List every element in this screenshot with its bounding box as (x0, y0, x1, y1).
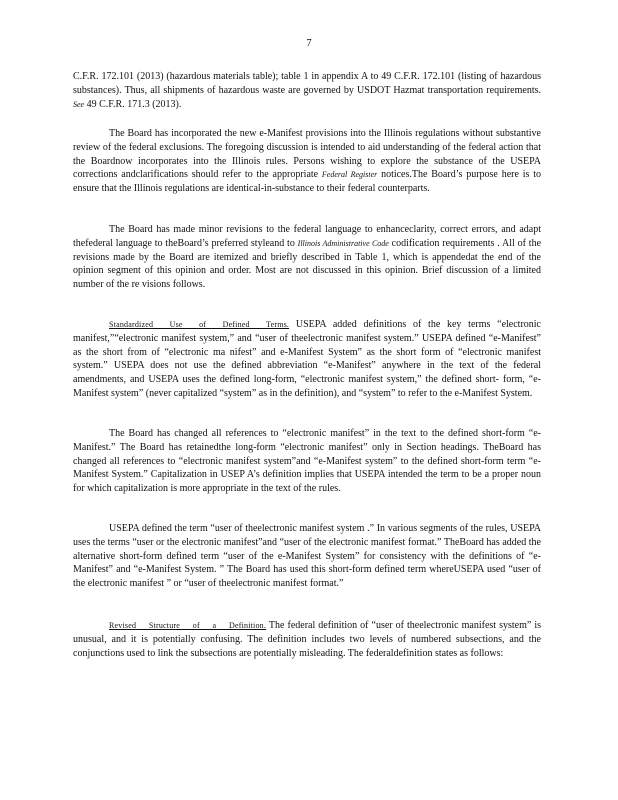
page-number: 7 (306, 38, 312, 49)
paragraph-minor-revisions (73, 223, 541, 292)
paragraph-text-end: codification requirements . All of the revisions made by the Board are itemized and briefly described in Table 1, which is appendedat the end of the opinion segment of this opinion and order. Most are not discussed in this opinion. Brief discussion of a limited number of the re visions follows. (73, 237, 542, 291)
section-heading-defined-terms: Standardized Use of Defined Terms. (109, 320, 290, 329)
federal-register-title: Federal Register (321, 170, 378, 180)
paragraph-text: USEPA added definitions of the key terms “electronic manifest,”“electronic manifest system,” and “user of theelectronic manifest system.” USEPA defined “e-Manifest” as the short from of “electronic ma nifest” and e-Manifest System” as the short form of “electronic manifest system.” USEPA does not use the defined abbreviation “e-Manifest” anywhere in the text of the federal amendments, and USEPA uses the defined long-form, “electronic manifest system,” the defined short- form, “e-Manifest system” (never capitalized “system” as in the definition), and “system” to refer to the e-Manifest System. (73, 319, 541, 399)
paragraph-board-changes (73, 427, 541, 496)
paragraph-incorporation (73, 127, 541, 196)
paragraph-cfr-citation (73, 70, 541, 111)
paragraph-text: The Board has incorporated the new e-Manifest provisions into the Illinois regulations without substantive review of the federal exclusions. The foregoing discussion is intended to aid understanding of the federal action that the Boardnow incorporates into the Illinois rules. Persons wishing to explore the substance of the USEPA corrections andclarifications should refer to the appropriate (73, 128, 541, 181)
see-signal: See (73, 99, 85, 109)
paragraph-defined-terms (73, 318, 541, 401)
paragraph-text: The federal definition of “user of theelectronic manifest system” is unusual, and it is potentially confusing. The definition includes two levels of numbered subsections, and the conjunctions used to link the subsections are potentially misleading. The federaldefinition states as follows: (73, 620, 541, 659)
paragraph-text-end: notices.The Board’s purpose here is to ensure that the Illinois regulations are identical-in-substance to their federal counterparts. (73, 169, 541, 195)
paragraph-revised-structure (73, 619, 541, 660)
paragraph-text: The Board has changed all references to “electronic manifest” in the text to the defined short-form “e-Manifest.” The Board has retainedthe long-form “electronic manifest” only in Section headings. TheBoard has changed all references to “electronic manifest system”and “e-Manifest system” to the defined short-form term “e-Manifest System.” Capitalization in USEP A’s definition implies that USEPA intended the term to be a proper noun for which capitalization is more appropriate in the text of the rules. (73, 428, 541, 495)
paragraph-text: C.F.R. 172.101 (2013) (hazardous materials table); table 1 in appendix A to 49 C.F.R. 172.101 (listing of hazardous substances). Thus, all shipments of hazardous waste are governed by USDOT Hazmat transportation requirements. (73, 71, 541, 96)
paragraph-user-definition (73, 522, 541, 591)
paragraph-text: USEPA defined the term “user of theelectronic manifest system .” In various segments of the rules, USEPA uses the terms “user or the electronic manifest”and “user of the electronic manifest format.” TheBoard has added the alternative short-form defined term “user of the e-Manifest System” for consistency with the definitions of “e-Manifest” and “e-Manifest System. ” The Board has used this short-form defined term whereUSEPA used “user of the electronic manifest ” or “user of theelectronic manifest format.” (73, 523, 541, 590)
section-heading-revised-structure: Revised Structure of a Definition. (109, 621, 267, 630)
paragraph-text: The Board has made minor revisions to the federal language to enhanceclarity, correct errors, and adapt thefederal language to theBoard’s preferred styleand to (73, 224, 541, 249)
illinois-administrative-code-title: Illinois Administrative Code (297, 238, 389, 248)
paragraph-text-end: 49 C.F.R. 171.3 (2013). (84, 98, 182, 110)
